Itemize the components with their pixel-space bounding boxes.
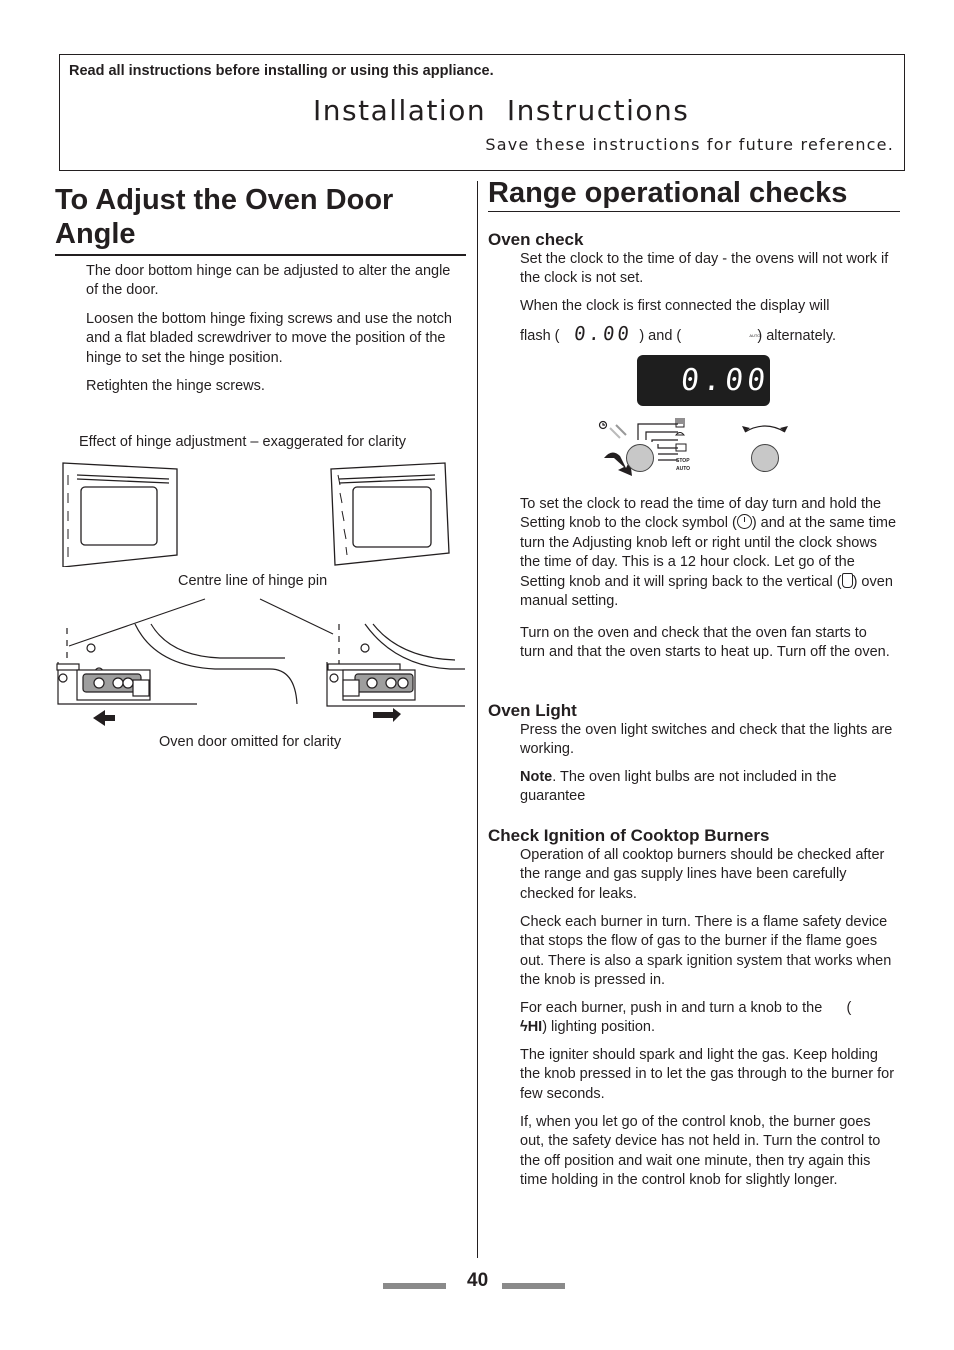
flash-display-glyph: 0.00	[572, 323, 633, 345]
door-left-illustration	[63, 463, 177, 567]
note-label: Note	[520, 769, 553, 785]
flash-mid: ) and (	[639, 328, 682, 344]
ignition-p5: If, when you let go of the control knob, the burner goes out, the safety device has not held in. Turn the control to the off position and wait one minute, then try again this time holding in the control knob for slightly longer.	[520, 1114, 881, 1189]
door-paragraph-1: The door bottom hinge can be adjusted to alter the angle of the door.	[86, 263, 451, 299]
spark-icon: ϟ	[520, 1019, 528, 1036]
ignition-p3b: ) lighting position.	[542, 1019, 656, 1036]
arc-arrow-left-icon	[742, 426, 750, 432]
oven-check-p1: Set the clock to the time of day - the ovens will not work if the clock is not set.	[520, 251, 889, 287]
caption-hinge-effect: Effect of hinge adjustment – exaggerated for clarity	[79, 434, 406, 450]
oven-light-p1: Press the oven light switches and check that the lights are working.	[520, 722, 893, 758]
heading-oven-check: Oven check	[488, 230, 584, 249]
section-title-operational-checks: Range operational checks	[488, 177, 848, 209]
oven-check-p4: Turn on the oven and check that the oven fan starts to turn and that the oven starts to heat up. Turn off the oven.	[520, 625, 890, 661]
hand-symbol-icon	[842, 573, 853, 588]
stop-label: STOP	[676, 458, 690, 464]
arrow-left-icon	[93, 710, 115, 726]
clock-display	[637, 355, 770, 406]
flash-suffix: ) alternately.	[757, 328, 837, 344]
title-rule-right	[488, 211, 900, 212]
oven-check-p3b: ) and at the same time turn the Adjusting knob left or right until the clock shows the time of day. This is a 12 hour clock. Let go of the Setting knob and it will spring back to the vertical (	[520, 515, 897, 590]
oven-check-p3	[520, 495, 898, 611]
ignition-p4: The igniter should spark and light the gas. Keep holding the knob pressed in to let the gas through to the burner for few seconds.	[520, 1047, 895, 1102]
footer-bar-right	[502, 1283, 565, 1289]
column-divider	[477, 181, 478, 1258]
door-angle-diagram	[55, 455, 465, 567]
door-right-illustration	[331, 463, 449, 565]
heading-oven-light: Oven Light	[488, 701, 577, 720]
page-number: 40	[467, 1270, 489, 1291]
flash-line	[520, 325, 900, 346]
door-paragraph-3: Retighten the hinge screws.	[86, 378, 265, 394]
oven-check-p2: When the clock is first connected the display will	[520, 298, 830, 314]
adjusting-knob	[751, 444, 779, 472]
auto-symbol-icon: AUTO	[749, 333, 761, 339]
page-title: Installation Instructions	[313, 94, 690, 127]
header-subtitle: Save these instructions for future reference.	[485, 135, 894, 154]
ignition-p2: Check each burner in turn. There is a flame safety device that stops the flow of gas to the burner if the flame goes out. There is also a spark ignition system that works when the knob is pressed in.	[520, 914, 892, 989]
clock-symbol-icon	[737, 514, 752, 529]
flash-prefix: flash (	[520, 328, 560, 344]
ignition-p1: Operation of all cooktop burners should be checked after the range and gas supply lines have been carefully checked for leaks.	[520, 847, 885, 902]
hinge-diagram	[55, 594, 467, 734]
caption-door-omitted: Oven door omitted for clarity	[159, 734, 342, 750]
caption-centre-line: Centre line of hinge pin	[178, 573, 328, 589]
arrow-right-icon	[373, 708, 401, 722]
clock-display-value: 0.00	[679, 363, 772, 398]
ignition-p3	[520, 999, 895, 1038]
header-note: Read all instructions before installing or using this appliance.	[69, 63, 494, 79]
oven-check-p3c: ) oven manual setting.	[520, 573, 893, 610]
oven-light-note	[520, 768, 895, 807]
ignition-p3a: For each burner, push in and turn a knob to the (	[520, 1000, 852, 1016]
door-paragraph-2: Loosen the bottom hinge fixing screws and use the notch and a flat bladed screwdriver to move the position of the hinge to set the hinge position.	[86, 311, 452, 366]
auto-label: AUTO	[676, 466, 691, 472]
setting-knob	[626, 444, 654, 472]
title-rule	[55, 254, 466, 256]
note-text: . The oven light bulbs are not included in the guarantee	[520, 769, 837, 805]
arc-arrow-right-icon	[780, 426, 788, 432]
section-title-door-angle: To Adjust the Oven Door Angle	[55, 184, 394, 250]
heading-ignition: Check Ignition of Cooktop Burners	[488, 826, 770, 845]
footer-bar-left	[383, 1283, 446, 1289]
oven-check-p3a: To set the clock to read the time of day turn and hold the Setting knob to the clock symbol (	[520, 496, 882, 532]
header-box	[59, 54, 905, 171]
hi-label: HI	[527, 1019, 543, 1036]
